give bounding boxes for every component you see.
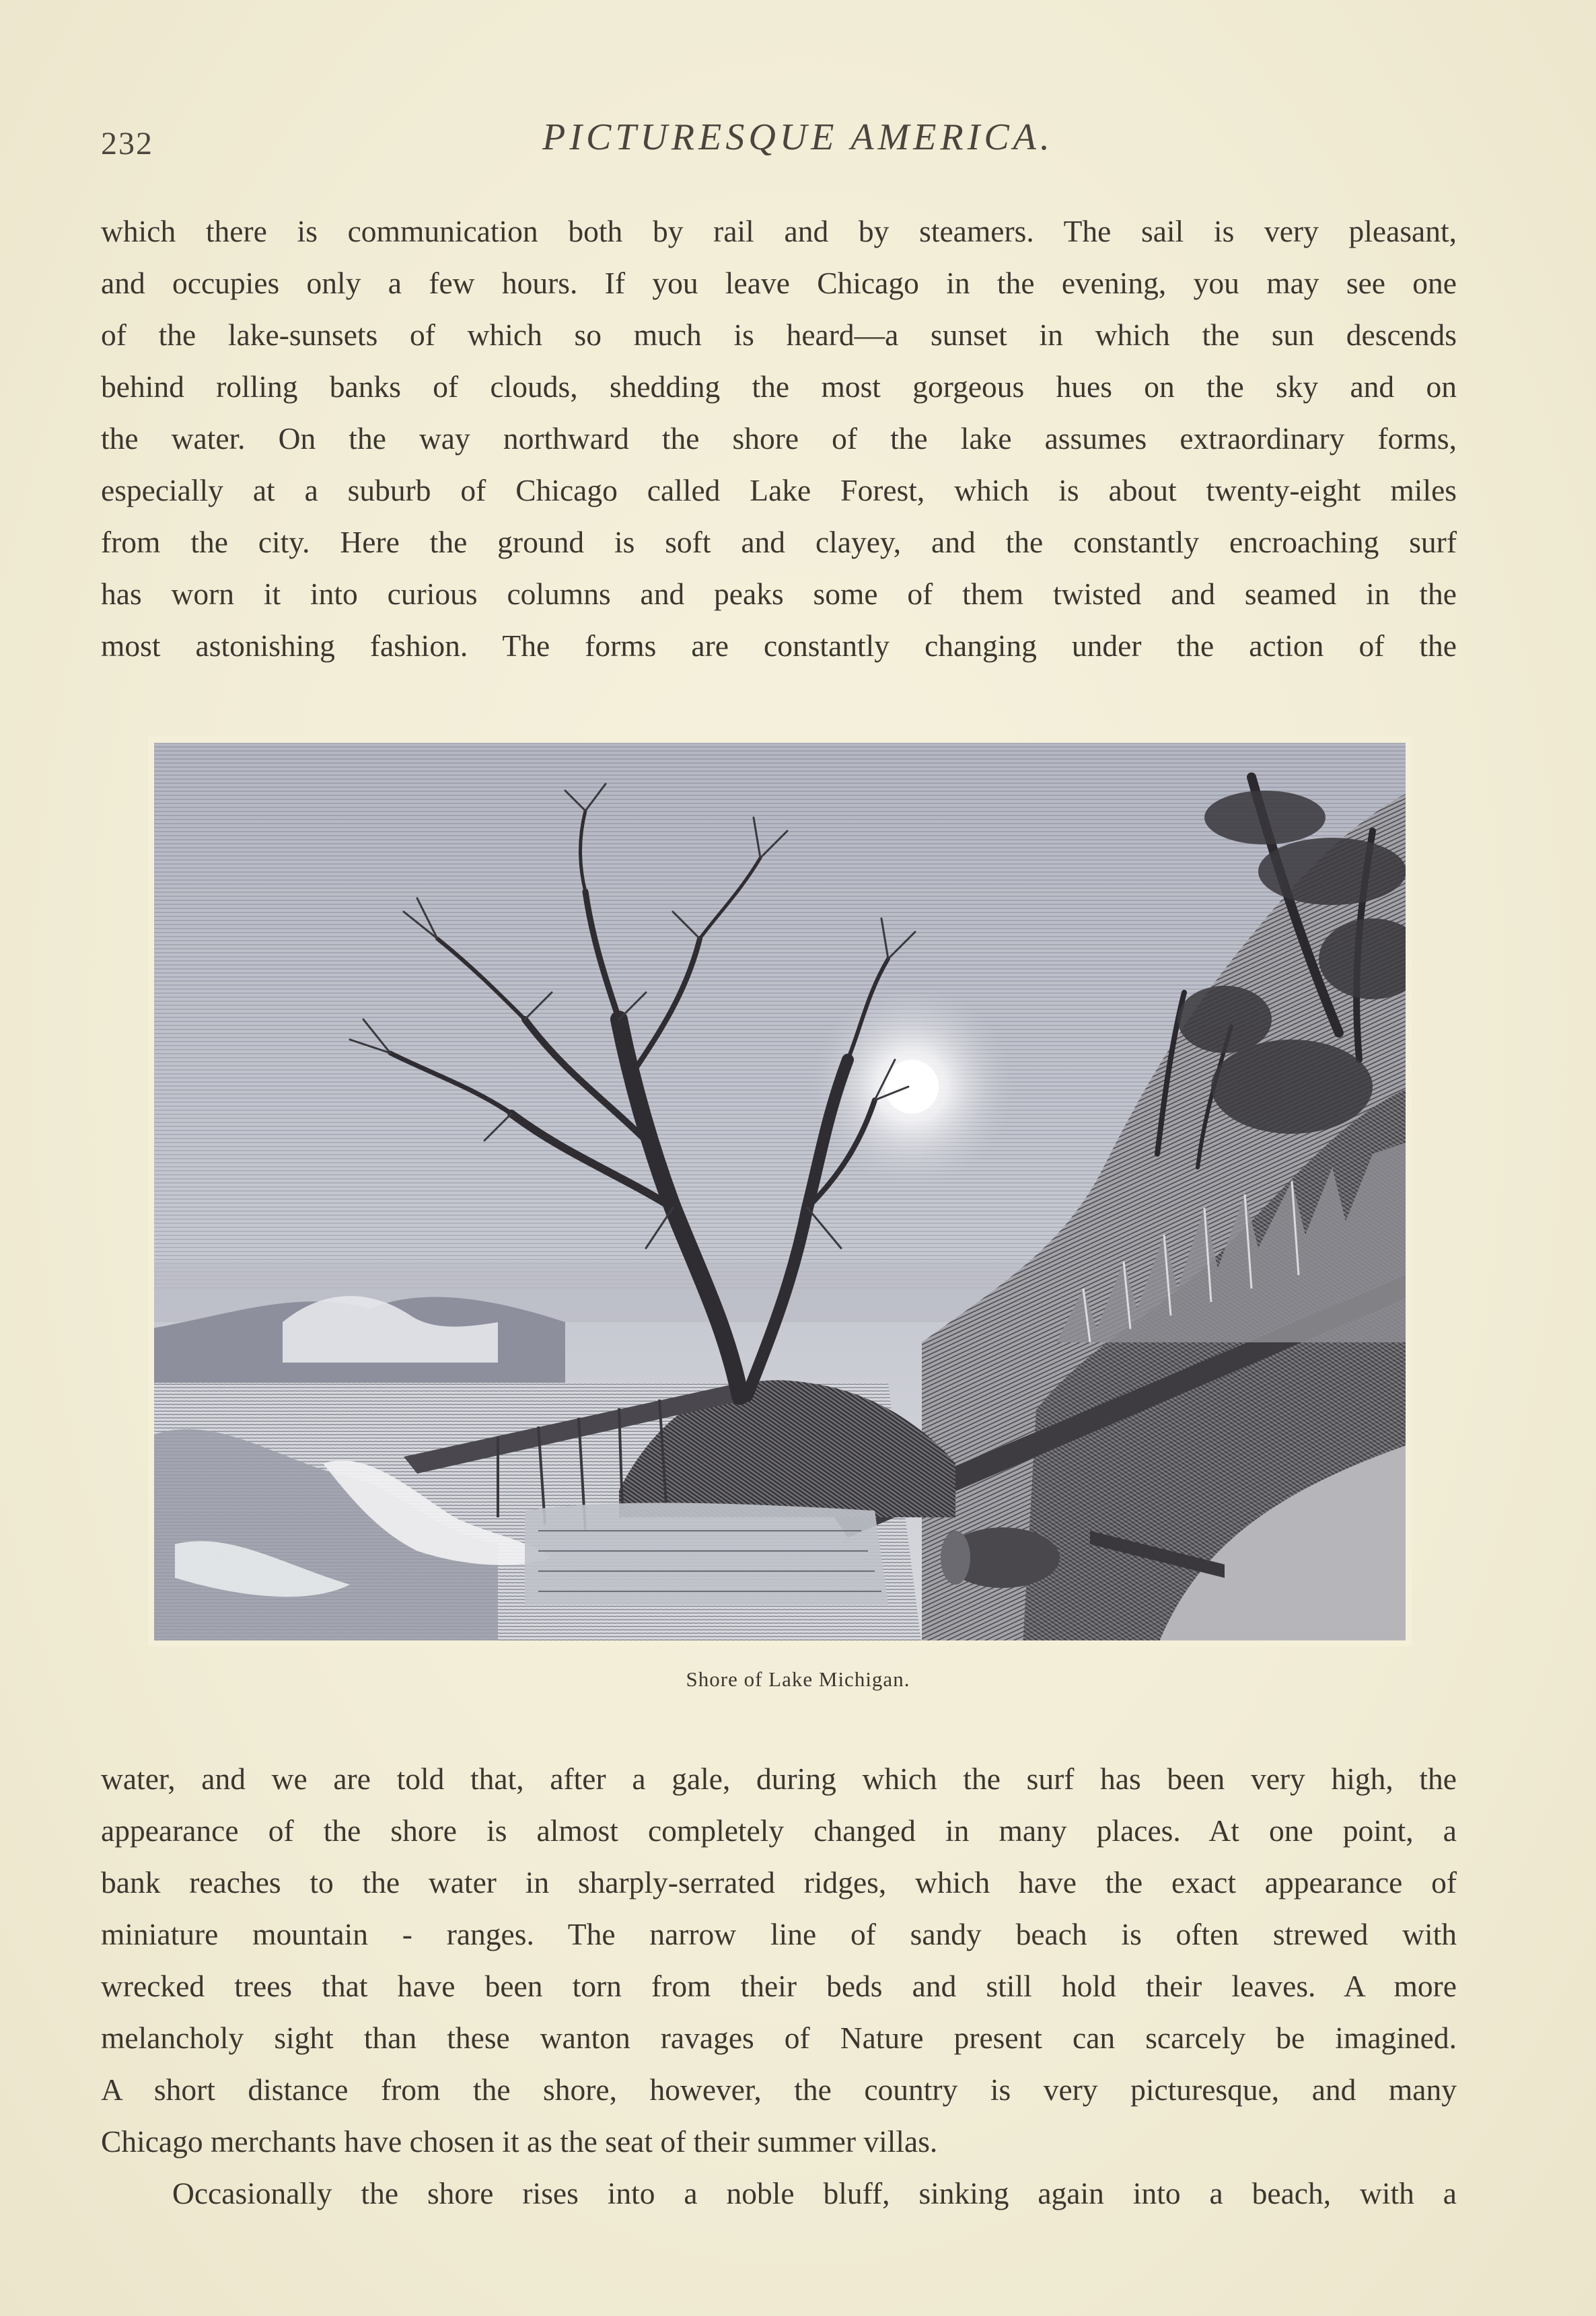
text-line: behind rolling banks of clouds, shedding the most gorgeous hues on the sky and on bbox=[101, 369, 1457, 404]
body-text-bottom bbox=[101, 1753, 1457, 2219]
text-line: from the city. Here the ground is soft and clayey, and the constantly encroaching surf bbox=[101, 525, 1457, 559]
text-line: appearance of the shore is almost completely changed in many places. At one point, a bbox=[101, 1813, 1457, 1848]
text-line: and occupies only a few hours. If you leave Chicago in the evening, you may see one bbox=[101, 266, 1457, 300]
text-line: Chicago merchants have chosen it as the seat of their summer villas. bbox=[101, 2124, 938, 2159]
engraving-illustration bbox=[148, 737, 1412, 1646]
text-line: Occasionally the shore rises into a noble bluff, sinking again into a beach, with a bbox=[172, 2176, 1457, 2210]
text-line: has worn it into curious columns and peaks some of them twisted and seamed in the bbox=[101, 577, 1457, 611]
text-line: A short distance from the shore, however, the country is very picturesque, and many bbox=[101, 2072, 1457, 2107]
text-line: which there is communication both by rail and by steamers. The sail is very pleasant, bbox=[101, 214, 1457, 248]
text-line: most astonishing fashion. The forms are constantly changing under the action of the bbox=[101, 628, 1457, 663]
text-line: the water. On the way northward the shore of the lake assumes extraordinary forms, bbox=[101, 421, 1457, 456]
text-line: water, and we are told that, after a gale, during which the surf has been very high, the bbox=[101, 1762, 1457, 1796]
text-line: miniature mountain - ranges. The narrow line of sandy beach is often strewed with bbox=[101, 1917, 1457, 1951]
body-text-top bbox=[101, 205, 1457, 672]
page-number: 232 bbox=[101, 126, 153, 161]
text-line: especially at a suburb of Chicago called Lake Forest, which is about twenty-eight miles bbox=[101, 473, 1457, 507]
text-line: wrecked trees that have been torn from their beds and still hold their leaves. A more bbox=[101, 1969, 1457, 2003]
running-head: PICTURESQUE AMERICA. bbox=[542, 116, 1054, 158]
text-line: of the lake-sunsets of which so much is heard—a sunset in which the sun descends bbox=[101, 318, 1457, 352]
text-line: bank reaches to the water in sharply-serrated ridges, which have the exact appearance of bbox=[101, 1865, 1457, 1899]
text-line: melancholy sight than these wanton ravages of Nature present can scarcely be imagined. bbox=[101, 2021, 1457, 2055]
figure-caption: Shore of Lake Michigan. bbox=[686, 1667, 910, 1691]
